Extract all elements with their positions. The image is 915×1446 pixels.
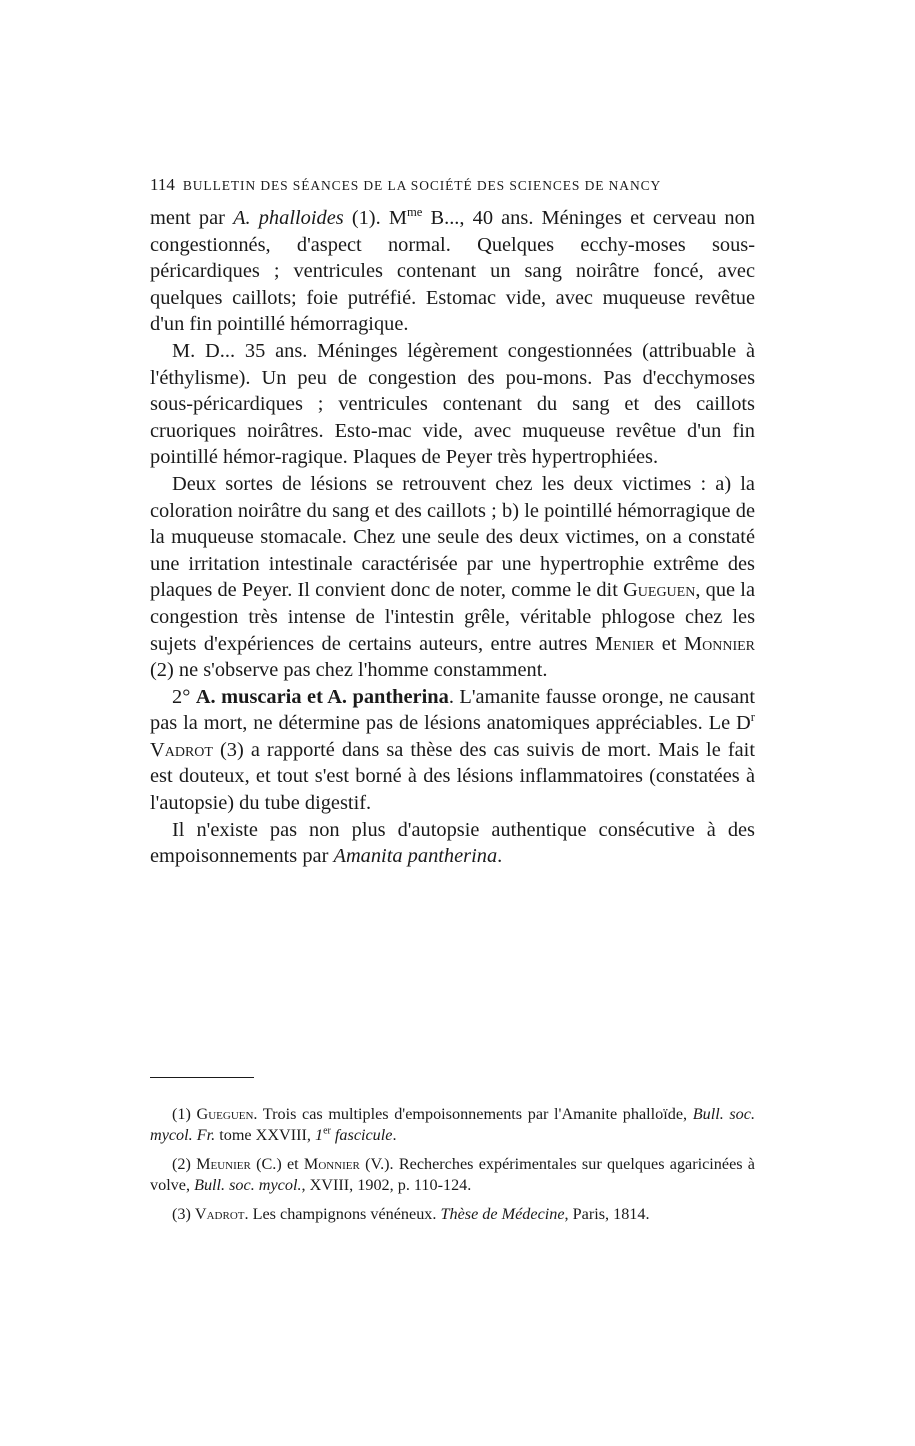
text-run: ment par — [150, 207, 234, 229]
author-name: Meunier — [196, 1155, 251, 1173]
text-run: (1). M — [343, 207, 407, 229]
paragraph-lesions — [150, 471, 755, 684]
section-heading: A. muscaria — [195, 685, 302, 708]
issue-number: 1 — [314, 1125, 324, 1144]
author-name: Vadrot — [194, 1205, 245, 1223]
footnote-1 — [150, 1104, 755, 1145]
author-name: Gueguen — [623, 579, 696, 602]
text-run: . — [497, 845, 503, 868]
text-run: . Trois cas multiples d'empoisonnements par l'Amanite phalloïde, — [253, 1105, 693, 1123]
text-run: , que la congestion très intense de l'intestin grêle, véritable phlogose chez les sujets d'expériences de certains auteurs, entre autres — [150, 579, 755, 655]
superscript: r — [750, 710, 755, 725]
superscript: er — [323, 1125, 331, 1137]
text-run: . Les champignons vénéneux. — [244, 1205, 441, 1223]
text-run: (V.). Recherches expérimentales sur quelques agaricinées à volve, — [150, 1155, 755, 1194]
footnote-rule — [150, 1077, 254, 1078]
body-text — [150, 205, 755, 870]
text-run: . L'amanite fausse oronge, ne causant pas la mort, ne détermine pas de lésions anatomiques appréciables. Le D — [150, 685, 755, 735]
text-run: (2) — [172, 1155, 197, 1173]
text-run: Il n'existe pas non plus d'autopsie authentique consécutive à des empoisonnements par — [150, 818, 755, 868]
page-number: 114 — [150, 175, 175, 194]
page-content — [150, 174, 755, 870]
paragraph-muscaria — [150, 684, 755, 817]
text-run: (2) ne s'observe pas chez l'homme constamment. — [150, 659, 548, 682]
author-name: Monnier — [303, 1155, 360, 1173]
section-heading: et — [301, 685, 328, 708]
text-run: , XVIII, 1902, p. 110-124. — [301, 1175, 472, 1194]
text-run: (1) — [172, 1105, 197, 1123]
text-run: tome XXVIII, — [215, 1125, 315, 1144]
species-name: A. phalloides — [233, 207, 344, 229]
superscript: me — [406, 205, 423, 220]
text-run: (3) a rapporté dans sa thèse des cas suivis de mort. Mais le fait est douteux, et tout s'est borné à des lésions inflammatoires (constatées à l'autopsie) du tube digestif. — [150, 738, 755, 815]
thesis-title: Thèse de Médecine — [440, 1205, 565, 1223]
author-name: Monnier — [683, 632, 755, 655]
footnote-3 — [150, 1204, 755, 1225]
text-run: Deux sortes de lésions se retrouvent chez les deux victimes : a) la coloration noirâtre du sang et des caillots ; b) le pointillé hémorragique de la muqueuse stomacale. Chez une seule des deux victimes, on a constaté une irritation intestinale caractérisée par une hypertrophie extrême des plaques de Peyer. Il convient donc de noter, comme le dit — [150, 472, 755, 602]
species-name: Amanita pantherina — [333, 845, 498, 868]
paragraph-autopsy-b — [150, 205, 755, 338]
paragraph-autopsy-d: M. D... 35 ans. Méninges légèrement congestionnées (attribuable à l'éthylisme). Un peu de congestion des pou-mons. Pas d'ecchymoses sous-péricardiques ; ventricules contenant du sang et des caillots cruoriques noirâtres. Esto-mac vide, avec muqueuse revêtue d'un fin pointillé hémor-ragique. Plaques de Peyer très hypertrophiées. — [150, 339, 755, 469]
text-run: (3) — [172, 1205, 195, 1223]
text-run: (C.) et — [250, 1155, 304, 1173]
footnotes — [150, 1104, 755, 1234]
paragraph-pantherina — [150, 817, 755, 870]
text-run: . — [392, 1125, 397, 1144]
issue-label: fascicule — [330, 1125, 393, 1144]
text-run: B..., 40 ans. Méninges et cerveau non congestionnés, d'aspect normal. Quelques ecchy-moses sous-péricardiques ; ventricules contenant un sang noirâtre foncé, avec quelques caillots; foie putréfié. Estomac vide, avec muqueuse revêtue d'un fin pointillé hémorragique. — [150, 207, 755, 336]
author-name: Gueguen — [196, 1105, 254, 1123]
section-heading: A. pantherina — [327, 685, 449, 708]
journal-title: Bull. soc. mycol. Fr. — [150, 1105, 756, 1144]
footnote-2 — [150, 1154, 755, 1195]
text-run: , Paris, 1814. — [564, 1205, 650, 1223]
text-run: et — [654, 632, 684, 655]
running-head — [150, 174, 755, 197]
author-name: Menier — [594, 632, 655, 655]
author-name: Vadrot — [150, 738, 213, 761]
running-title: BULLETIN DES SÉANCES DE LA SOCIÉTÉ DES SCIENCES DE NANCY — [182, 178, 662, 193]
journal-title: Bull. soc. mycol. — [194, 1175, 302, 1194]
section-number: 2° — [172, 685, 191, 708]
